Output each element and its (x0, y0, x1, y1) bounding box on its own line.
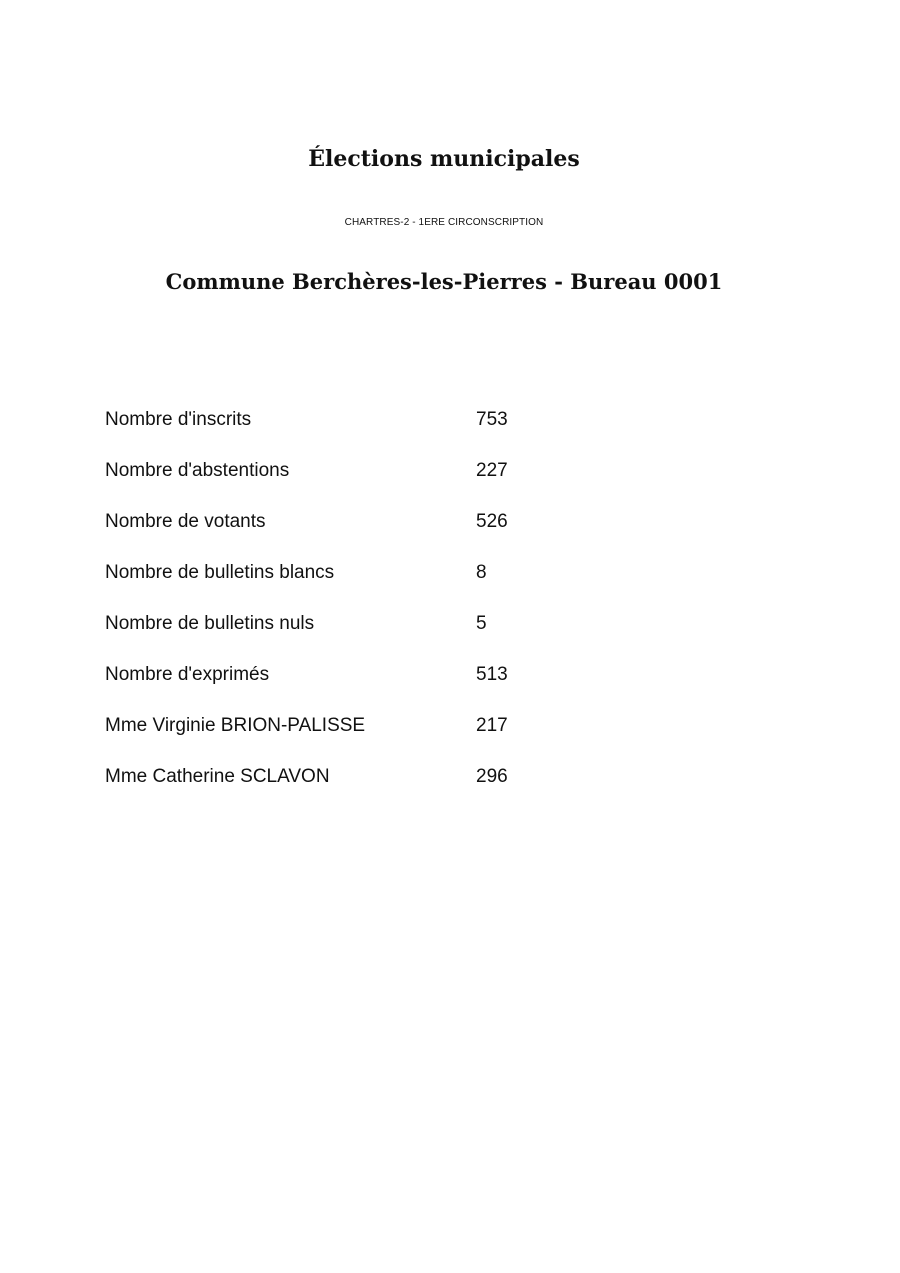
result-label: Mme Virginie BRION-PALISSE (105, 715, 366, 736)
result-value: 5 (476, 613, 487, 634)
result-label: Nombre de bulletins nuls (105, 613, 315, 634)
results-table (105, 406, 605, 814)
result-row-nuls (105, 610, 605, 661)
result-row-blancs (105, 559, 605, 610)
result-label: Nombre de bulletins blancs (105, 562, 335, 583)
result-value: 526 (476, 511, 508, 532)
result-row-abstentions (105, 457, 605, 508)
result-value: 296 (476, 766, 508, 787)
result-row-inscrits (105, 406, 605, 457)
result-row-candidate-brion-palisse (105, 712, 605, 763)
result-label: Nombre d'inscrits (105, 409, 252, 430)
result-label: Mme Catherine SCLAVON (105, 766, 330, 787)
result-value: 513 (476, 664, 508, 685)
result-label: Nombre de votants (105, 511, 266, 532)
result-label: Nombre d'abstentions (105, 460, 290, 481)
result-label: Nombre d'exprimés (105, 664, 270, 685)
result-value: 227 (476, 460, 508, 481)
result-row-exprimes (105, 661, 605, 712)
result-value: 217 (476, 715, 508, 736)
page-title: Élections municipales (308, 146, 580, 172)
commune-heading: Commune Berchères-les-Pierres - Bureau 0001 (165, 269, 723, 294)
result-value: 8 (476, 562, 487, 583)
result-row-candidate-sclavon (105, 763, 605, 814)
result-row-votants (105, 508, 605, 559)
result-value: 753 (476, 409, 508, 430)
circonscription-label: CHARTRES-2 - 1ERE CIRCONSCRIPTION (344, 217, 544, 228)
